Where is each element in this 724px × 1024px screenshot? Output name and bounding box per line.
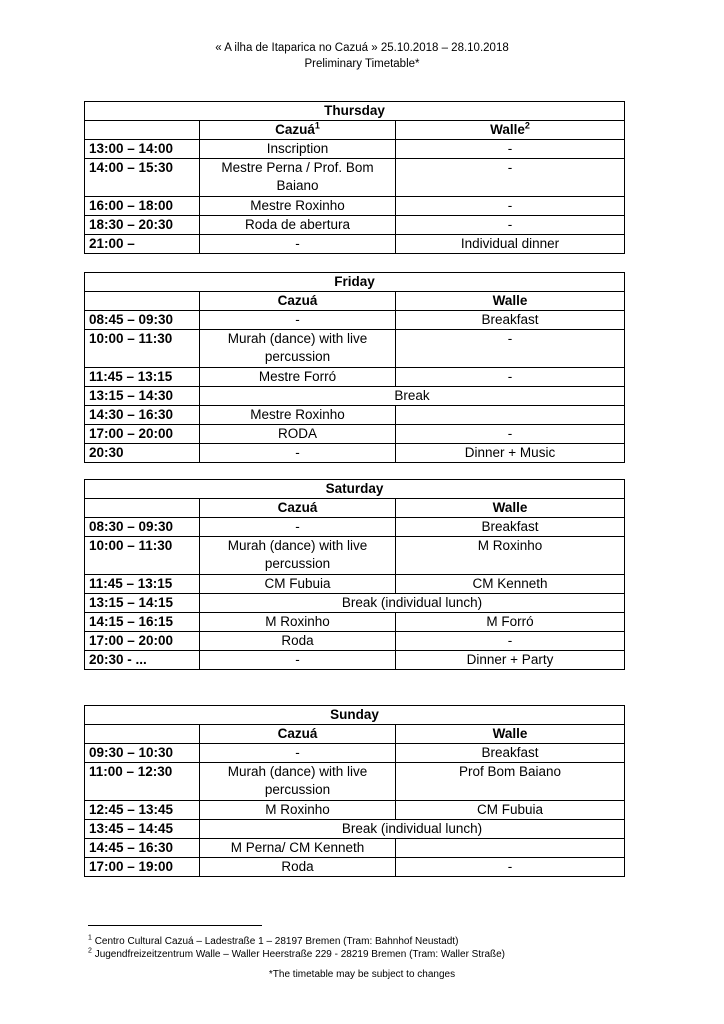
sunday-day-header: Sunday (85, 706, 625, 725)
venue-name: Cazuá (277, 293, 318, 308)
event-title: « A ilha de Itaparica no Cazuá » 25.10.2018 – 28.10.2018 (215, 42, 509, 54)
friday-day-header: Friday (85, 273, 625, 292)
walle-activity-cell: Dinner + Party (396, 651, 625, 670)
sunday-table (84, 705, 625, 877)
footnote-1-number: 1 (88, 934, 92, 942)
time-cell: 17:00 – 19:00 (85, 858, 200, 877)
walle-activity-cell: Breakfast (396, 744, 625, 763)
time-cell: 14:30 – 16:30 (85, 406, 200, 425)
walle-activity-cell: - (396, 425, 625, 444)
walle-activity-cell: CM Kenneth (396, 575, 625, 594)
schedule-row (85, 575, 625, 594)
break-cell: Break (individual lunch) (200, 594, 625, 613)
schedule-row (85, 518, 625, 537)
time-cell: 14:45 – 16:30 (85, 839, 200, 858)
thursday-day-header: Thursday (85, 102, 625, 121)
cazua-activity-cell: - (200, 651, 396, 670)
cazua-activity-cell: M Roxinho (200, 801, 396, 820)
schedule-row (85, 406, 625, 425)
cazua-activity-cell: CM Fubuia (200, 575, 396, 594)
walle-activity-cell: Breakfast (396, 518, 625, 537)
cazua-activity-cell: Mestre Roxinho (200, 197, 396, 216)
document-header (0, 40, 724, 72)
walle-column-header (396, 292, 625, 311)
cazua-activity-cell: - (200, 518, 396, 537)
schedule-row (85, 763, 625, 801)
schedule-row (85, 594, 625, 613)
venue-name: Cazuá (277, 500, 318, 515)
walle-column-header (396, 121, 625, 140)
time-cell: 21:00 – (85, 235, 200, 254)
schedule-row (85, 368, 625, 387)
time-cell: 13:00 – 14:00 (85, 140, 200, 159)
day-header-row (85, 273, 625, 292)
column-header-row (85, 292, 625, 311)
footnote-ref: 2 (524, 120, 530, 131)
schedule-row (85, 216, 625, 235)
walle-activity-cell: - (396, 159, 625, 197)
schedule-row (85, 387, 625, 406)
cazua-activity-cell: - (200, 744, 396, 763)
time-cell: 14:15 – 16:15 (85, 613, 200, 632)
walle-activity-cell: - (396, 858, 625, 877)
schedule-row (85, 744, 625, 763)
walle-column-header (396, 725, 625, 744)
cazua-column-header (200, 121, 396, 140)
schedule-row (85, 820, 625, 839)
friday-table (84, 272, 625, 463)
schedule-row (85, 632, 625, 651)
cazua-activity-cell: Roda (200, 632, 396, 651)
walle-activity-cell: Dinner + Music (396, 444, 625, 463)
cazua-activity-cell: Roda de abertura (200, 216, 396, 235)
time-column-header (85, 292, 200, 311)
cazua-activity-cell: Murah (dance) with live percussion (200, 763, 396, 801)
time-cell: 17:00 – 20:00 (85, 632, 200, 651)
schedule-row (85, 330, 625, 368)
time-cell: 11:00 – 12:30 (85, 763, 200, 801)
walle-activity-cell: Prof Bom Baiano (396, 763, 625, 801)
walle-activity-cell: M Roxinho (396, 537, 625, 575)
time-cell: 11:45 – 13:15 (85, 575, 200, 594)
cazua-column-header (200, 725, 396, 744)
time-cell: 16:00 – 18:00 (85, 197, 200, 216)
cazua-activity-cell: Mestre Forró (200, 368, 396, 387)
day-header-row (85, 102, 625, 121)
venue-name: Walle (492, 726, 528, 741)
saturday-day-header: Saturday (85, 480, 625, 499)
schedule-row (85, 651, 625, 670)
walle-activity-cell: - (396, 368, 625, 387)
venue-name: Cazuá (277, 726, 318, 741)
time-column-header (85, 725, 200, 744)
footnote-divider (88, 925, 262, 926)
time-column-header (85, 499, 200, 518)
cazua-activity-cell: M Perna/ CM Kenneth (200, 839, 396, 858)
time-column-header (85, 121, 200, 140)
time-cell: 09:30 – 10:30 (85, 744, 200, 763)
time-cell: 14:00 – 15:30 (85, 159, 200, 197)
time-cell: 08:45 – 09:30 (85, 311, 200, 330)
walle-activity-cell: - (396, 197, 625, 216)
cazua-activity-cell: Inscription (200, 140, 396, 159)
footnote-1-text: Centro Cultural Cazuá – Ladestraße 1 – 28197 Bremen (Tram: Bahnhof Neustadt) (94, 936, 459, 947)
footnote-2-text: Jugendfreizeitzentrum Walle – Waller Heerstraße 229 - 28219 Bremen (Tram: Waller Straße) (94, 949, 506, 960)
time-cell: 08:30 – 09:30 (85, 518, 200, 537)
time-cell: 13:15 – 14:30 (85, 387, 200, 406)
cazua-column-header (200, 499, 396, 518)
schedule-row (85, 140, 625, 159)
cazua-activity-cell: - (200, 235, 396, 254)
schedule-row (85, 159, 625, 197)
cazua-activity-cell: Mestre Perna / Prof. Bom Baiano (200, 159, 396, 197)
venue-name: Walle (492, 293, 528, 308)
time-cell: 13:45 – 14:45 (85, 820, 200, 839)
schedule-row (85, 311, 625, 330)
cazua-activity-cell: Roda (200, 858, 396, 877)
walle-activity-cell (396, 406, 625, 425)
schedule-row (85, 839, 625, 858)
walle-activity-cell: Breakfast (396, 311, 625, 330)
timetable-subtitle: Preliminary Timetable* (304, 58, 420, 70)
walle-activity-cell: - (396, 632, 625, 651)
disclaimer-note: *The timetable may be subject to changes (268, 969, 456, 980)
break-cell: Break (individual lunch) (200, 820, 625, 839)
walle-activity-cell: - (396, 330, 625, 368)
time-cell: 20:30 - ... (85, 651, 200, 670)
cazua-activity-cell: - (200, 444, 396, 463)
time-cell: 18:30 – 20:30 (85, 216, 200, 235)
schedule-row (85, 197, 625, 216)
break-cell: Break (200, 387, 625, 406)
column-header-row (85, 499, 625, 518)
time-cell: 13:15 – 14:15 (85, 594, 200, 613)
schedule-row (85, 235, 625, 254)
cazua-activity-cell: RODA (200, 425, 396, 444)
cazua-activity-cell: M Roxinho (200, 613, 396, 632)
schedule-row (85, 801, 625, 820)
cazua-column-header (200, 292, 396, 311)
time-cell: 11:45 – 13:15 (85, 368, 200, 387)
schedule-row (85, 444, 625, 463)
thursday-table (84, 101, 625, 254)
cazua-activity-cell: Murah (dance) with live percussion (200, 537, 396, 575)
walle-activity-cell (396, 839, 625, 858)
walle-activity-cell: - (396, 140, 625, 159)
schedule-row (85, 858, 625, 877)
cazua-activity-cell: Murah (dance) with live percussion (200, 330, 396, 368)
venue-name: Cazuá (275, 122, 315, 137)
venue-name: Walle (490, 122, 525, 137)
schedule-row (85, 537, 625, 575)
schedule-row (85, 425, 625, 444)
time-cell: 20:30 (85, 444, 200, 463)
footnote-1 (88, 935, 458, 948)
walle-activity-cell: CM Fubuia (396, 801, 625, 820)
venue-name: Walle (492, 500, 528, 515)
walle-activity-cell: Individual dinner (396, 235, 625, 254)
time-cell: 17:00 – 20:00 (85, 425, 200, 444)
footnote-2 (88, 948, 505, 961)
time-cell: 12:45 – 13:45 (85, 801, 200, 820)
time-cell: 10:00 – 11:30 (85, 330, 200, 368)
footnote-2-number: 2 (88, 947, 92, 955)
walle-column-header (396, 499, 625, 518)
column-header-row (85, 121, 625, 140)
walle-activity-cell: M Forró (396, 613, 625, 632)
saturday-table (84, 479, 625, 670)
column-header-row (85, 725, 625, 744)
cazua-activity-cell: - (200, 311, 396, 330)
time-cell: 10:00 – 11:30 (85, 537, 200, 575)
day-header-row (85, 706, 625, 725)
schedule-row (85, 613, 625, 632)
cazua-activity-cell: Mestre Roxinho (200, 406, 396, 425)
day-header-row (85, 480, 625, 499)
footnote-ref: 1 (314, 120, 320, 131)
walle-activity-cell: - (396, 216, 625, 235)
